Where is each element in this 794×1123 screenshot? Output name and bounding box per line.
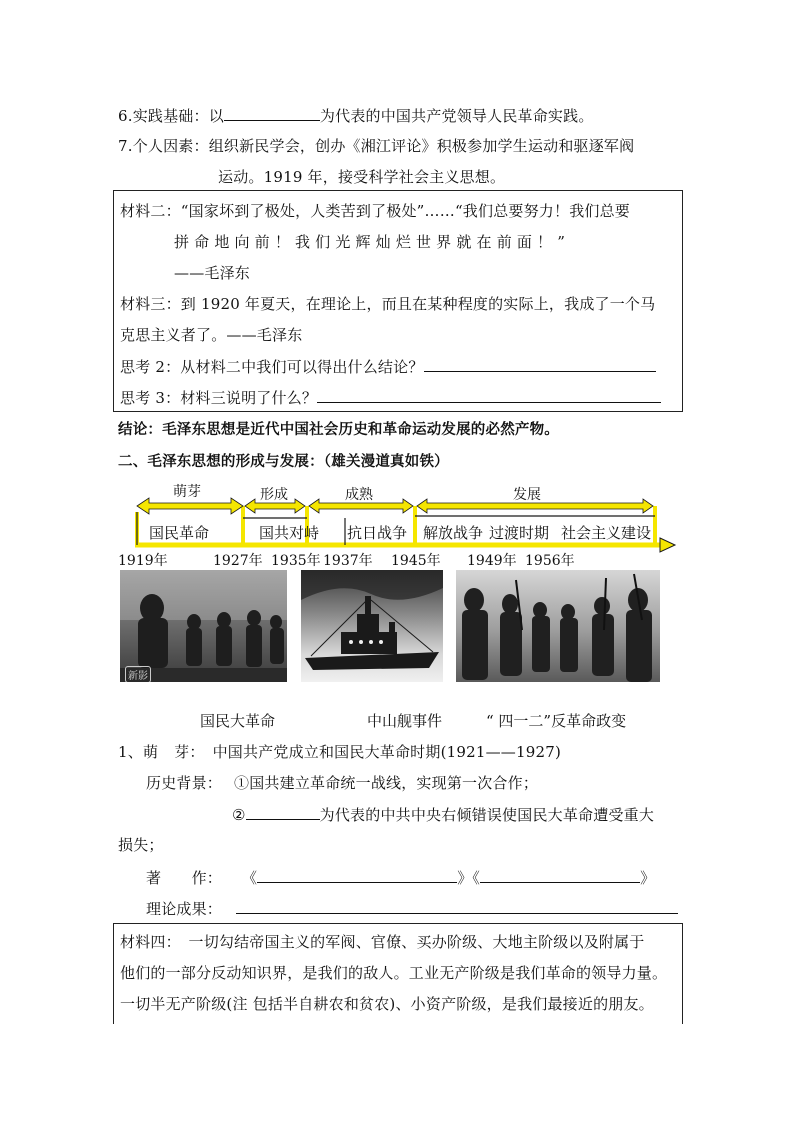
phase-development: 发展 bbox=[513, 487, 541, 503]
background-label: 历史背景： bbox=[146, 774, 223, 792]
sprout-heading-num: 1、萌 bbox=[118, 743, 159, 761]
background-item-1: ①国共建立革命统一战线，实现第一次合作； bbox=[234, 774, 539, 792]
background-line-2 bbox=[232, 803, 654, 825]
caption-zhongshan-incident: 中山舰事件 bbox=[367, 712, 443, 730]
timeline bbox=[115, 478, 680, 570]
period-transition: 过渡时期 bbox=[489, 524, 550, 542]
caption-national-revolution: 国民大革命 bbox=[200, 712, 276, 730]
think-2-answer[interactable] bbox=[424, 355, 656, 372]
material-2-source: ——毛泽东 bbox=[174, 264, 251, 282]
year-1927: 1927年 bbox=[213, 553, 263, 569]
material-3-line-2: 克思主义者了。——毛泽东 bbox=[120, 326, 303, 344]
theory-blank[interactable] bbox=[236, 897, 678, 914]
think-2 bbox=[120, 355, 656, 377]
theory-line bbox=[146, 897, 678, 919]
item-6-blank[interactable] bbox=[224, 104, 320, 121]
works-open-bracket: 《 bbox=[242, 869, 258, 887]
period-anti-japanese-war: 抗日战争 bbox=[347, 524, 408, 542]
photo-april-12-coup bbox=[456, 570, 660, 682]
works-close-bracket: 》 bbox=[640, 869, 656, 887]
phase-maturity: 成熟 bbox=[345, 487, 373, 503]
period-liberation-war: 解放战争 bbox=[423, 524, 484, 542]
think-3-answer[interactable] bbox=[317, 386, 661, 403]
works-title-1-blank[interactable] bbox=[257, 866, 457, 883]
conclusion: 结论：毛泽东思想是近代中国社会历史和革命运动发展的必然产物。 bbox=[118, 421, 559, 438]
works-label: 著 作： bbox=[146, 869, 223, 887]
background-item-2-prefix: ② bbox=[232, 806, 246, 824]
background-line-1 bbox=[146, 772, 538, 793]
material-2-line-1: 材料二：“国家坏到了极处，人类苦到了极处”……“我们总要努力！我们总要 bbox=[120, 202, 631, 220]
material-4-line-2: 他们的一部分反动知识界，是我们的敌人。工业无产阶级是我们革命的领导力量。 bbox=[120, 964, 668, 982]
period-national-revolution: 国民革命 bbox=[149, 524, 210, 542]
item-7-line-1: 7.个人因素：组织新民学会，创办《湘江评论》积极参加学生运动和驱逐军阀 bbox=[118, 137, 635, 155]
item-7-line-2: 运动。1919 年，接受科学社会主义思想。 bbox=[218, 168, 506, 186]
phase-formation: 形成 bbox=[260, 487, 288, 503]
warship-image bbox=[301, 570, 443, 682]
material-4-line-1: 材料四： 一切勾结帝国主义的军阀、官僚、买办阶级、大地主阶级以及附属于 bbox=[120, 933, 645, 951]
works-line bbox=[146, 866, 655, 888]
background-item-2-blank[interactable] bbox=[246, 803, 320, 820]
year-1919: 1919年 bbox=[118, 553, 168, 569]
year-1945: 1945年 bbox=[391, 553, 441, 569]
year-1956: 1956年 bbox=[525, 553, 575, 569]
item-6-suffix: 为代表的中国共产党领导人民革命实践。 bbox=[319, 107, 594, 125]
think-3 bbox=[120, 386, 661, 408]
period-socialist-construction: 社会主义建设 bbox=[561, 524, 652, 542]
theory-label: 理论成果： bbox=[146, 900, 223, 918]
background-item-2-suffix: 为代表的中共中央右倾错误使国民大革命遭受重大 bbox=[319, 806, 655, 824]
caption-april-12-coup: “ 四一二”反革命政变 bbox=[486, 712, 627, 730]
material-2-line-2: 拼 命 地 向 前 ！ 我 们 光 辉 灿 烂 世 界 就 在 前 面 ！ ” bbox=[174, 233, 566, 251]
section-2-heading: 二、毛泽东思想的形成与发展：（雄关漫道真如铁） bbox=[118, 453, 449, 470]
material-3-line-1: 材料三：到 1920 年夏天，在理论上，而且在某种程度的实际上，我成了一个马 bbox=[120, 295, 656, 313]
item-6-prefix: 6.实践基础：以 bbox=[118, 107, 224, 125]
period-kmt-cpc-standoff: 国共对峙 bbox=[259, 524, 320, 542]
material-4-line-3: 一切半无产阶级(注 包括半自耕农和贫农)、小资产阶级，是我们最接近的朋友。 bbox=[120, 995, 654, 1013]
april-12-soldiers-image bbox=[456, 570, 660, 682]
phase-sprout: 萌芽 bbox=[173, 484, 201, 500]
works-mid-bracket: 》《 bbox=[457, 869, 481, 887]
photo-zhongshan-warship bbox=[301, 570, 443, 682]
works-title-2-blank[interactable] bbox=[480, 866, 640, 883]
think-3-label: 思考 3：材料三说明了什么？ bbox=[120, 389, 318, 407]
year-1937: 1937年 bbox=[323, 553, 373, 569]
photo-national-revolution bbox=[120, 570, 287, 682]
sprout-heading-text: 中国共产党成立和国民大革命时期(1921——1927) bbox=[212, 743, 562, 761]
year-1949: 1949年 bbox=[467, 553, 517, 569]
photo-watermark: 新影 bbox=[125, 666, 151, 682]
item-6 bbox=[118, 104, 594, 126]
sprout-heading bbox=[118, 741, 561, 762]
year-1935: 1935年 bbox=[271, 553, 321, 569]
sprout-heading-char: 芽： bbox=[174, 743, 205, 761]
background-line-2-cont: 损失； bbox=[118, 836, 164, 854]
think-2-label: 思考 2：从材料二中我们可以得出什么结论？ bbox=[120, 358, 424, 376]
